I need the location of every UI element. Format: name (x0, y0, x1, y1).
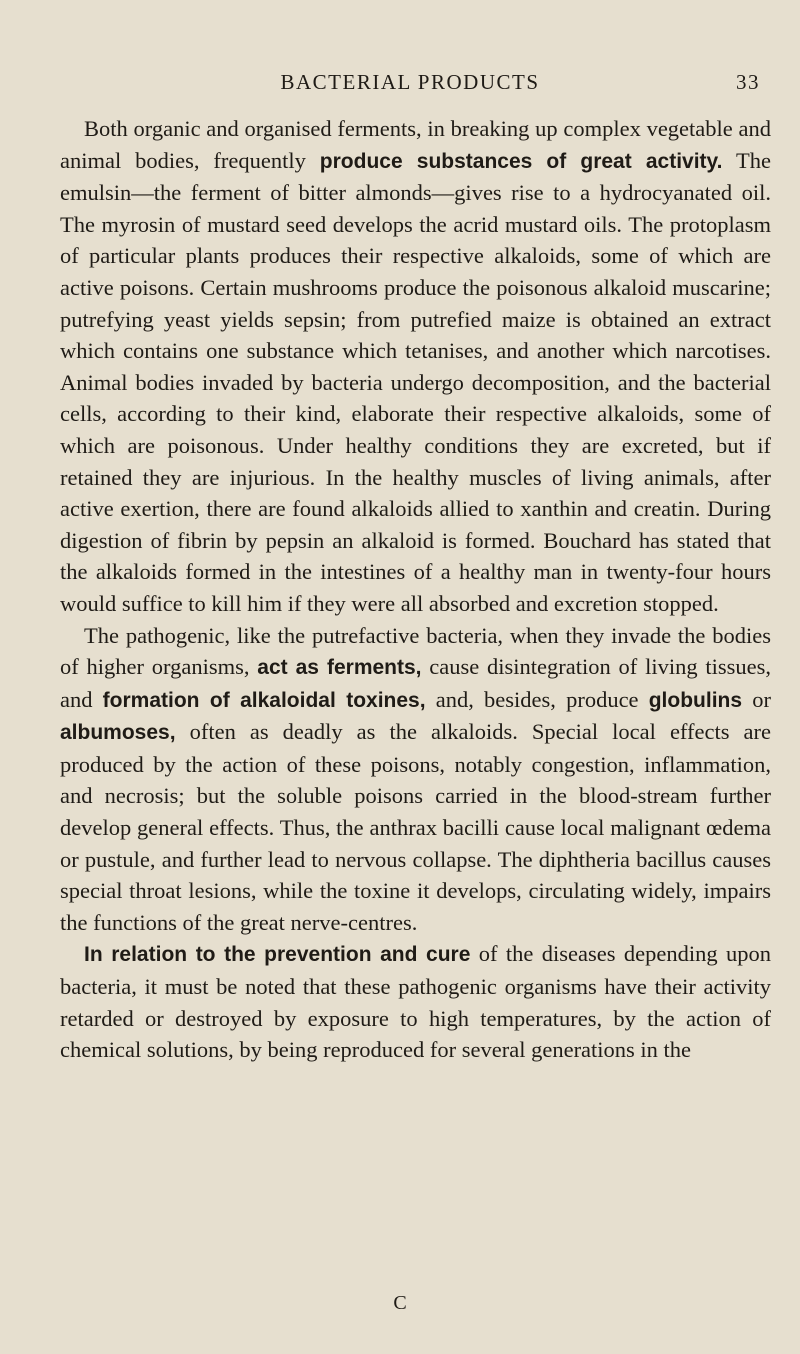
signature-mark: C (393, 1292, 407, 1314)
text-run: or (742, 686, 771, 712)
text-run: The emulsin—the ferment of bitter almonds—gives rise to a hydrocyanated oil. The myrosin of mustard seed develops the acrid mustard oils. The protoplasm of particular plants produces their respective alkaloids, some of which are active poisons. Certain mushrooms produce the poisonous alkaloid muscarine; putrefying yeast yields sepsin; from putrefied maize is obtained an extract which contains one substance which tetanises, and another which narcotises. Animal bodies invaded by bacteria undergo decomposition, and the bacterial cells, according to their kind, elaborate their respective alkaloids, some of which are poisonous. Under healthy conditions they are excreted, but if retained they are injurious. In the healthy muscles of living animals, after active exertion, there are found alkaloids allied to xanthin and creatin. During digestion of fibrin by pepsin an alkaloid is formed. Bouchard has stated that the alkaloids formed in the intestines of a healthy man in twenty-four hours would suffice to kill him if they were all absorbed and excretion stopped. (60, 147, 771, 616)
running-head (60, 70, 760, 100)
bold-phrase: globulins (648, 688, 743, 712)
text-run: Both organic and organised ferments, in breaking up complex vegetable and animal bodies, frequently (60, 116, 771, 173)
text-run: cause disintegration of living tissues, and (60, 654, 771, 712)
bold-phrase: albumoses, (60, 721, 176, 745)
bold-phrase: In relation to the prevention and cure (84, 943, 471, 967)
bold-phrase: formation of alkaloidal toxines, (102, 688, 426, 712)
bold-phrase: produce substances of great activity. (319, 149, 723, 173)
bold-phrase: act as ferments, (257, 656, 422, 680)
text-run: The pathogenic, like the putrefactive bacteria, when they invade the bodies of higher organisms, (60, 622, 771, 680)
running-title: BACTERIAL PRODUCTS (280, 70, 540, 94)
paragraph (60, 620, 771, 939)
text-run: often as deadly as the alkaloids. Special local effects are produced by the action of these poisons, notably congestion, inflammation, and necrosis; but the soluble poisons carried in the blood-stream further develop general effects. Thus, the anthrax bacilli cause local malignant œdema or pustule, and further lead to nervous collapse. The diphtheria bacillus causes special throat lesions, while the toxine it develops, circulating widely, impairs the functions of the great nerve-centres. (60, 719, 771, 935)
paragraph (60, 938, 771, 1065)
body-text (60, 113, 771, 1066)
paragraph (60, 113, 771, 620)
page-number: 33 (736, 70, 760, 94)
text-run: of the diseases depending upon bacteria, it must be noted that these pathogenic organisms have their activity retarded or destroyed by exposure to high temperatures, by the action of chemical solutions, by being reproduced for several generations in the (60, 941, 771, 1063)
text-run: and, besides, produce (425, 686, 649, 712)
